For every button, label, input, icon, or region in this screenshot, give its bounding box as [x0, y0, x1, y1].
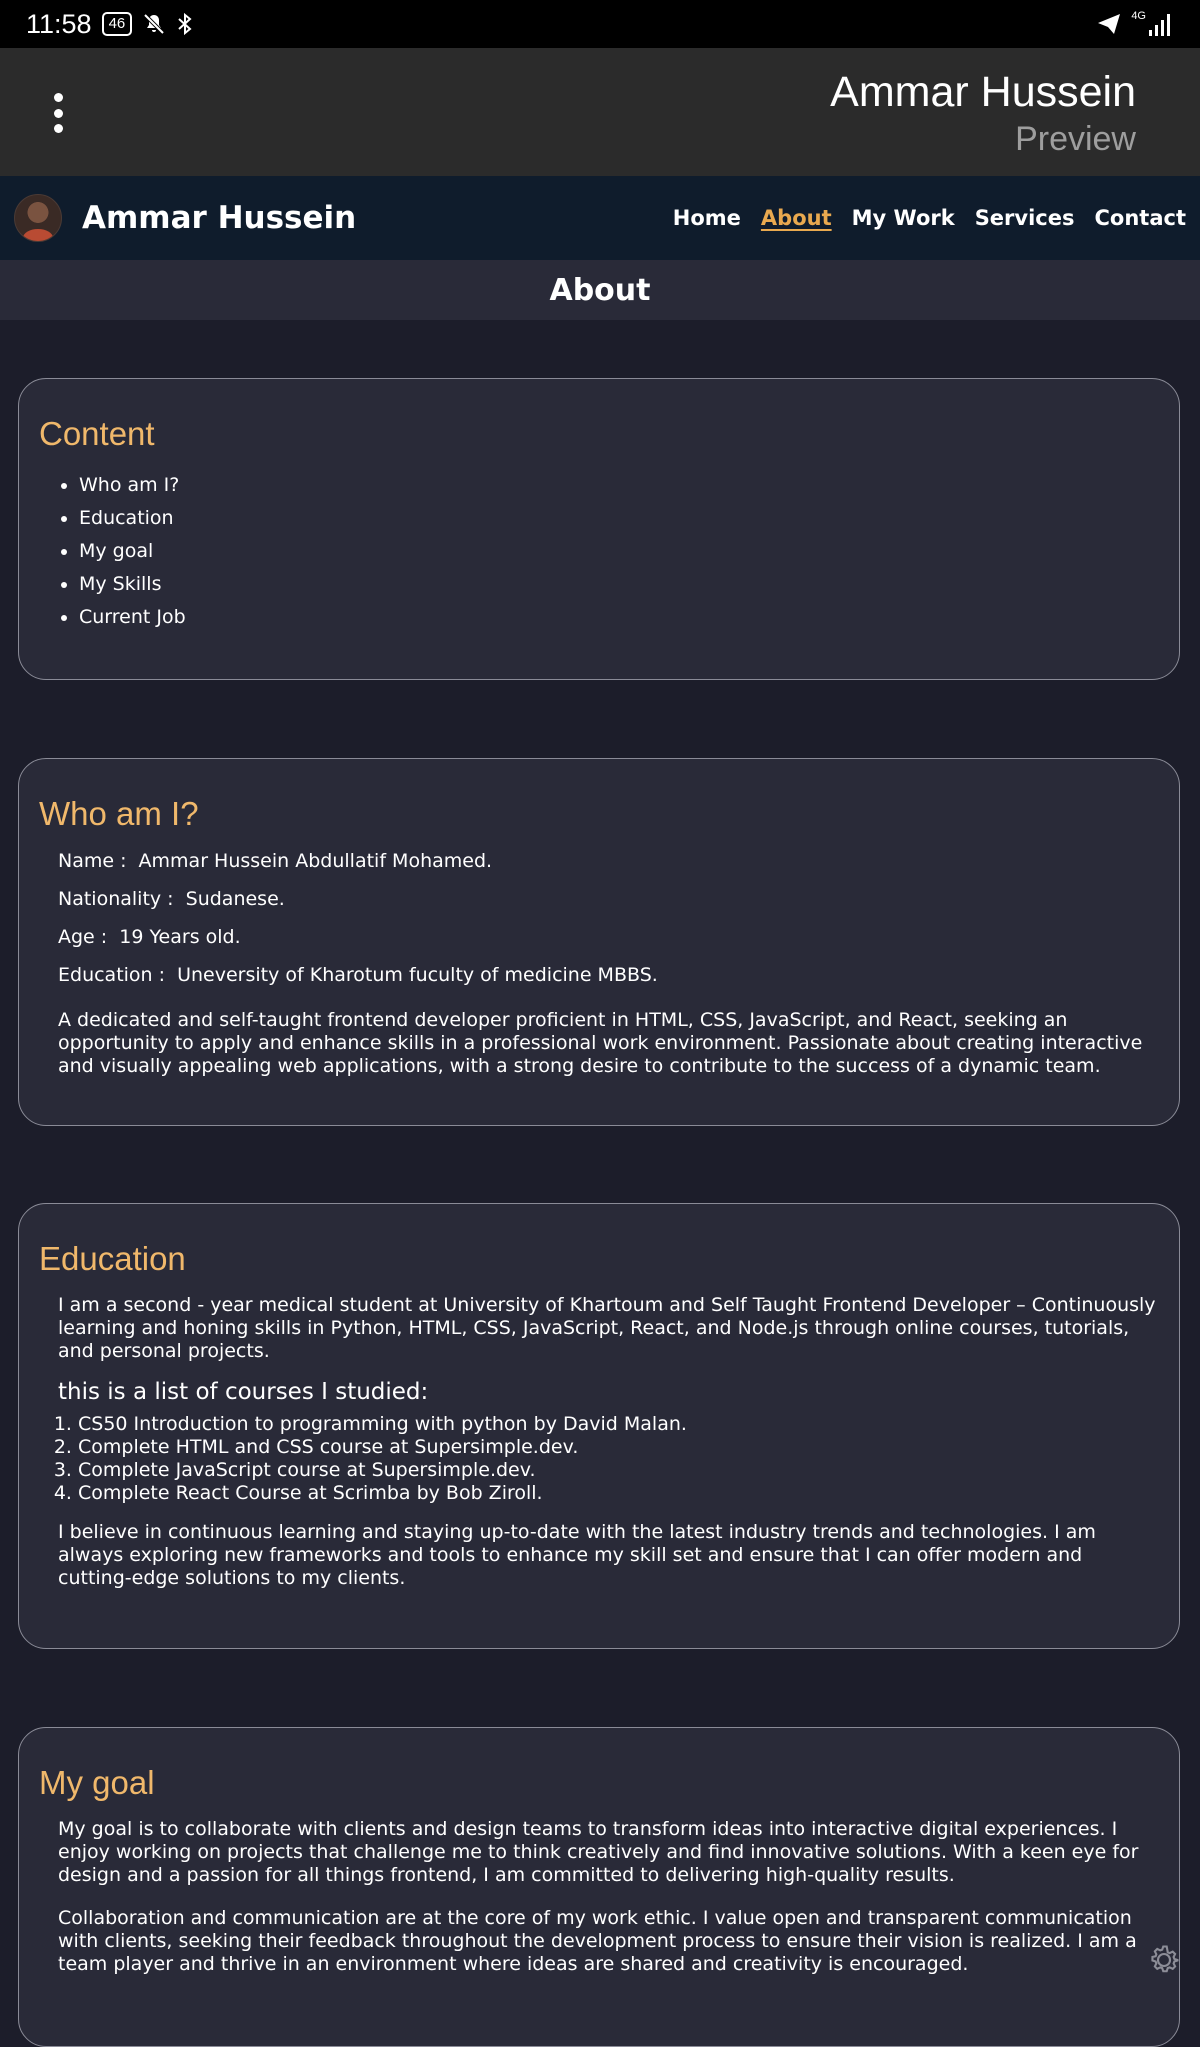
- courses-heading: this is a list of courses I studied:: [58, 1379, 429, 1405]
- site-navbar: [0, 176, 1200, 260]
- site-brand[interactable]: Ammar Hussein: [82, 200, 357, 236]
- content-card: [18, 378, 1180, 680]
- info-row-name: [58, 849, 1159, 873]
- gear-icon[interactable]: [1144, 1940, 1184, 1980]
- page-title: About: [0, 260, 1200, 320]
- education-intro: I am a second - year medical student at University of Khartoum and Self Taught Frontend Developer – Continuously learning and honing skills in Python, HTML, CSS, JavaScript, React, and Node.js through online courses, tutorials, and personal projects.: [58, 1294, 1156, 1362]
- course-item: 1. CS50 Introduction to programming with python by David Malan.: [78, 1413, 1159, 1436]
- bell-off-icon: [142, 12, 166, 36]
- status-bar: [0, 0, 1200, 48]
- info-value: Uneversity of Kharotum fuculty of medicine MBBS.: [177, 964, 658, 986]
- info-value: 19 Years old.: [119, 926, 241, 948]
- nav-link-contact[interactable]: Contact: [1094, 206, 1186, 230]
- content-item-who-am-i[interactable]: • Who am I?: [79, 469, 1159, 502]
- app-bar: [0, 48, 1200, 176]
- info-label: Nationality :: [58, 888, 174, 910]
- info-value: Ammar Hussein Abdullatif Mohamed.: [138, 850, 493, 872]
- goal-paragraph-2: Collaboration and communication are at the core of my work ethic. I value open and transparent communication with clients, seeking their feedback throughout the development process to ensure their vision is realized. I am a team player and thrive in an environment where ideas are shared and creativity is encouraged.: [58, 1907, 1137, 1975]
- app-bar-subtitle: Preview: [1015, 120, 1136, 158]
- info-value: Sudanese.: [185, 888, 285, 910]
- content-list: [39, 469, 1159, 634]
- status-bar-left: [26, 9, 194, 40]
- my-goal-card: [18, 1727, 1180, 2047]
- info-label: Name :: [58, 850, 127, 872]
- content-item-my-goal[interactable]: • My goal: [79, 535, 1159, 568]
- goal-paragraph-1: My goal is to collaborate with clients and design teams to transform ideas into interactive digital experiences. I enjoy working on projects that challenge me to think creatively and find innovative solutions. With a keen eye for design and a passion for all things frontend, I am committed to delivering high-quality results.: [58, 1818, 1139, 1886]
- battery-indicator: 46: [102, 12, 133, 36]
- info-row-education: [58, 963, 1159, 987]
- signal-icon: [1148, 12, 1174, 36]
- content-card-title: Content: [39, 415, 155, 452]
- content-item-my-skills[interactable]: • My Skills: [79, 568, 1159, 601]
- nav-link-services[interactable]: Services: [974, 206, 1075, 230]
- course-item: 4. Complete React Course at Scrimba by Bob Ziroll.: [78, 1482, 1159, 1505]
- app-bar-title: Ammar Hussein: [830, 68, 1136, 116]
- content-item-current-job[interactable]: • Current Job: [79, 601, 1159, 634]
- education-card: [18, 1203, 1180, 1649]
- status-bar-right: [1097, 12, 1174, 36]
- who-am-i-card: [18, 758, 1180, 1126]
- status-time: 11:58: [26, 8, 92, 39]
- bluetooth-icon: [176, 12, 194, 36]
- nav-link-home[interactable]: Home: [672, 206, 741, 230]
- network-type: 4G: [1131, 10, 1146, 22]
- courses-list: [39, 1413, 1159, 1505]
- send-icon: [1097, 13, 1121, 35]
- course-item: 3. Complete JavaScript course at Supersimple.dev.: [78, 1459, 1159, 1482]
- avatar[interactable]: [14, 194, 62, 242]
- info-row-nationality: [58, 887, 1159, 911]
- info-label: Education :: [58, 964, 166, 986]
- bio-paragraph: A dedicated and self-taught frontend developer proficient in HTML, CSS, JavaScript, and React, seeking an opportunity to apply and enhance skills in a professional work environment. Passionate about creating interactive and visually appealing web applications, with a strong desire to contribute to the success of a dynamic team.: [58, 1009, 1143, 1077]
- course-item: 2. Complete HTML and CSS course at Supersimple.dev.: [78, 1436, 1159, 1459]
- education-title: Education: [39, 1240, 186, 1277]
- education-outro: I believe in continuous learning and staying up-to-date with the latest industry trends and technologies. I am always exploring new frameworks and tools to enhance my skill set and ensure that I can offer modern and cutting-edge solutions to my clients.: [58, 1521, 1096, 1589]
- info-label: Age :: [58, 926, 108, 948]
- nav-link-about[interactable]: About: [760, 206, 832, 230]
- nav-links: [673, 206, 1186, 230]
- my-goal-title: My goal: [39, 1764, 155, 1801]
- more-vert-icon[interactable]: [46, 93, 70, 133]
- content-item-education[interactable]: • Education: [79, 502, 1159, 535]
- nav-link-my-work[interactable]: My Work: [851, 206, 955, 230]
- info-row-age: [58, 925, 1159, 949]
- who-am-i-title: Who am I?: [39, 795, 199, 832]
